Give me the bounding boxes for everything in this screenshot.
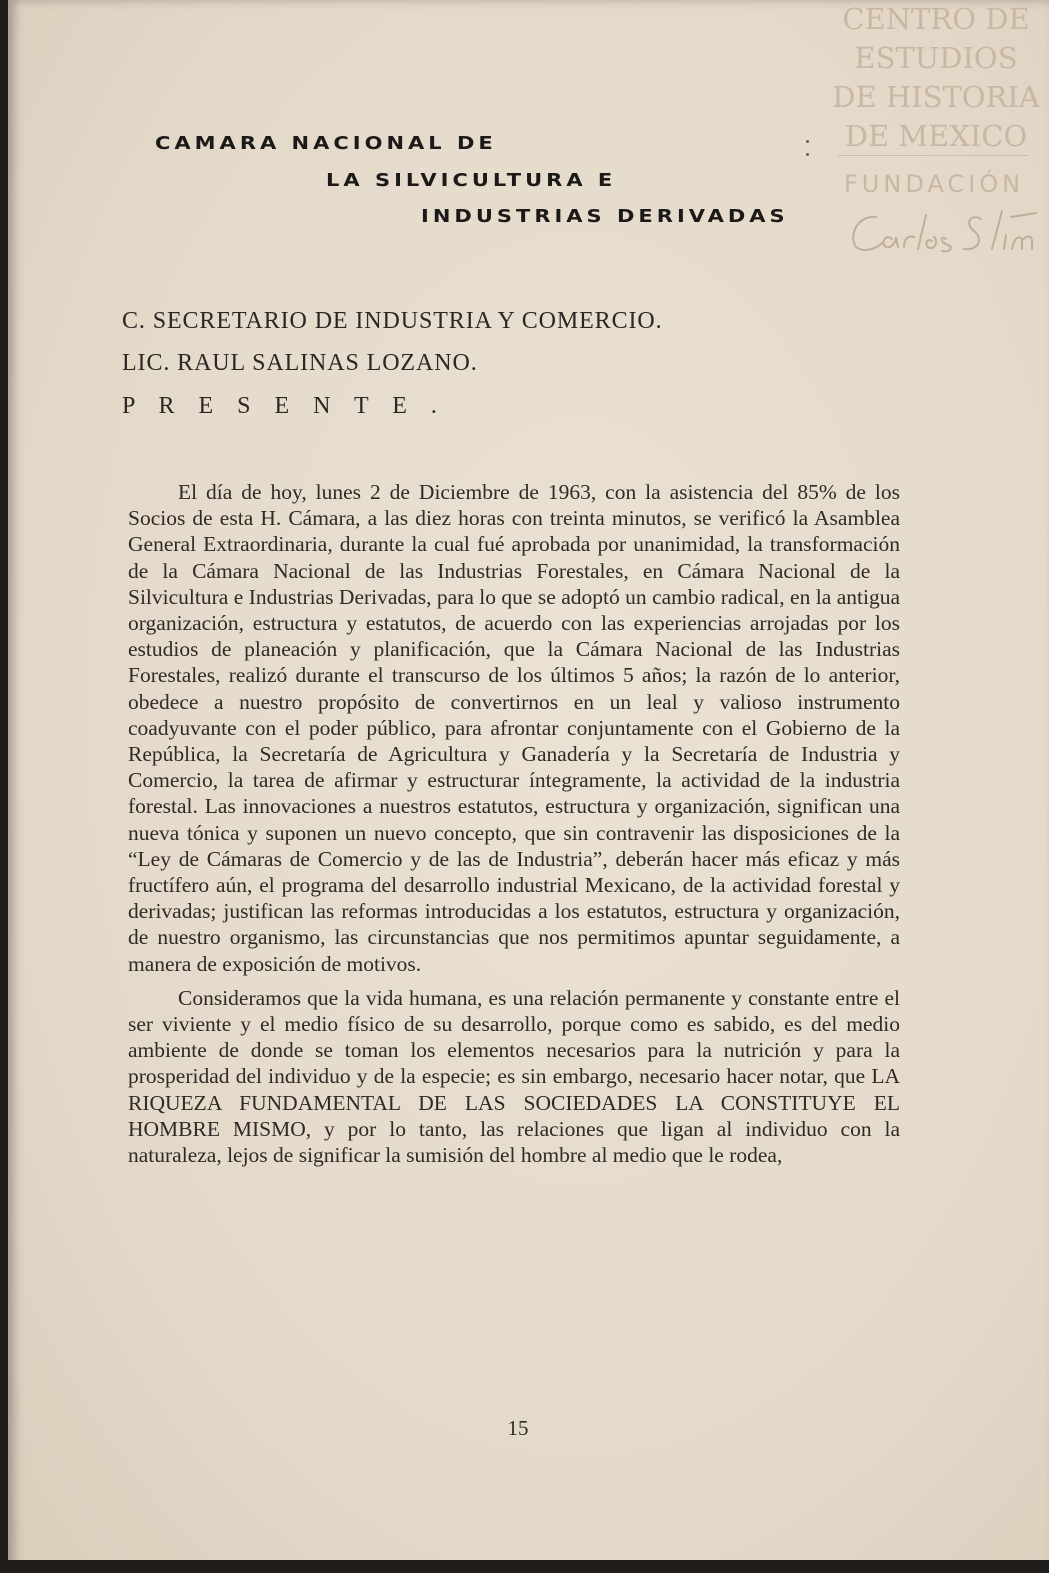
salutation: P R E S E N T E .	[122, 393, 446, 419]
signature-icon	[846, 205, 1046, 255]
watermark-divider	[838, 155, 1028, 156]
recipient-name: LIC. RAUL SALINAS LOZANO.	[122, 350, 478, 376]
scan-border	[0, 1560, 1049, 1573]
page-number: 15	[507, 1416, 529, 1440]
watermark-line-1: CENTRO DE	[842, 2, 1030, 36]
letterhead-line-1: CAMARA NACIONAL DE	[155, 132, 497, 154]
recipient-title: C. SECRETARIO DE INDUSTRIA Y COMERCIO.	[122, 308, 663, 334]
watermark-line-3: DE HISTORIA	[832, 80, 1040, 114]
letterhead-line-2: LA SILVICULTURA E	[326, 169, 617, 191]
letterhead-line-3: INDUSTRIAS DERIVADAS	[421, 205, 789, 227]
watermark-fundacion: FUNDACIÓN	[844, 170, 1025, 198]
paragraph: El día de hoy, lunes 2 de Diciembre de 1963, con la asistencia del 85% de los Socios de esta H. Cámara, a las diez horas con treinta minutos, se verificó la Asamblea General Extraordinaria, durante la cual fué aprobada por unanimidad, la transformación de la Cámara Nacional de las Industrias Forestales, en Cámara Nacional de la Silvicultura e Industrias Derivadas, para lo que se adoptó un cambio radical, en la antigua organización, estructura y estatutos, de acuerdo con las experiencias arrojadas por los estudios de planeación y planificación, que la Cámara Nacional de las Industrias Forestales, realizó durante el transcurso de los últimos 5 años; la razón de lo anterior, obedece a nuestro propósito de convertirnos en un leal y valioso instrumento coadyuvante con el poder público, para afrontar conjuntamente con el Gobierno de la República, la Secretaría de Agricultura y Ganadería y la Secretaría de Industria y Comercio, la tarea de afirmar y estructurar íntegramente, la actividad de la industria forestal. Las innovaciones a nuestros estatutos, estructura y organización, significan una nueva tónica y suponen un nuevo concepto, que sin contravenir las disposiciones de la “Ley de Cámaras de Comercio y de las de Industria”, deberán hacer más eficaz y más fructífero aún, el programa del desarrollo industrial Mexicano, de la actividad forestal y derivadas; justifican las reformas introducidas a los estatutos, estructura y organización, de nuestro organismo, las circunstancias que nos permitimos apuntar seguidamente, a manera de exposición de motivos.	[128, 480, 900, 976]
archive-watermark	[816, 0, 1049, 156]
watermark-line-4: DE MEXICO	[844, 119, 1028, 153]
paragraph: Consideramos que la vida humana, es una relación permanente y constante entre el ser viviente y el medio físico de su desarrollo, porque como es sabido, es del medio ambiente de donde se toman los elementos necesarios para la nutrición y para la prosperidad del individuo y de la especie; es sin embargo, necesario hacer notar, que LA RIQUEZA FUNDAMENTAL DE LAS SOCIEDADES LA CONSTITUYE EL HOMBRE MISMO, y por lo tanto, las relaciones que ligan al individuo con la naturaleza, lejos de significar la sumisión del hombre al medio que le rodea,	[128, 985, 900, 1168]
letter-body	[128, 479, 900, 1168]
document-page	[8, 0, 1049, 1573]
decorative-dots	[806, 140, 810, 164]
watermark-line-2: ESTUDIOS	[854, 41, 1018, 75]
